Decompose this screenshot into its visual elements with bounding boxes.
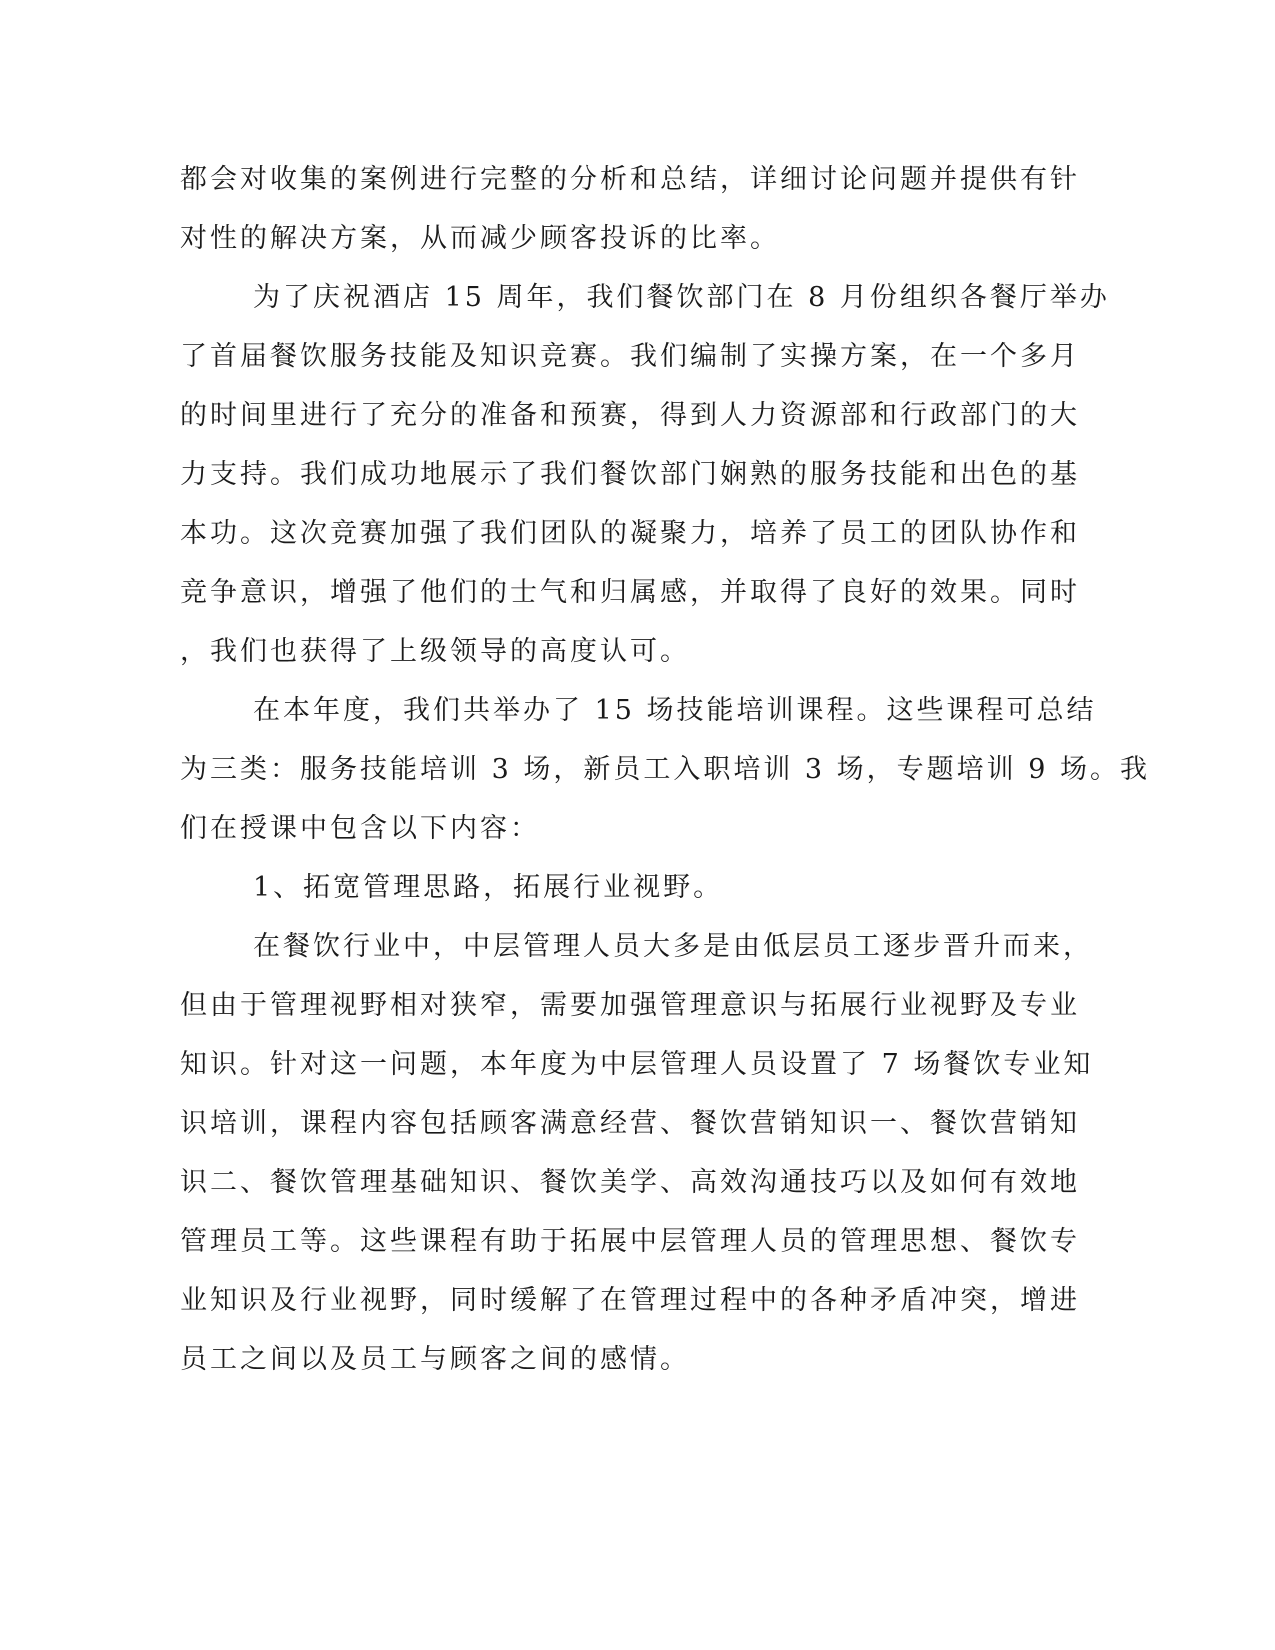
text-line: 力支持。我们成功地展示了我们餐饮部门娴熟的服务技能和出色的基 [180,459,1080,490]
text-line: 业知识及行业视野，同时缓解了在管理过程中的各种矛盾冲突，增进 [180,1285,1080,1316]
text-line: 了首届餐饮服务技能及知识竞赛。我们编制了实操方案，在一个多月 [180,341,1080,372]
text-line: 为了庆祝酒店 15 周年，我们餐饮部门在 8 月份组织各餐厅举办 [253,282,1110,313]
document-body [180,150,1151,1389]
text-line: 在本年度，我们共举办了 15 场技能培训课程。这些课程可总结 [253,695,1097,726]
text-line: 本功。这次竞赛加强了我们团队的凝聚力，培养了员工的团队协作和 [180,518,1080,549]
text-line: 竞争意识，增强了他们的士气和归属感，并取得了良好的效果。同时 [180,577,1080,608]
text-line: 都会对收集的案例进行完整的分析和总结，详细讨论问题并提供有针 [180,164,1080,195]
text-line: 识二、餐饮管理基础知识、餐饮美学、高效沟通技巧以及如何有效地 [180,1167,1080,1198]
text-line: 为三类：服务技能培训 3 场，新员工入职培训 3 场，专题培训 9 场。我 [180,754,1151,785]
text-line: 但由于管理视野相对狭窄，需要加强管理意识与拓展行业视野及专业 [180,990,1080,1021]
text-line: ，我们也获得了上级领导的高度认可。 [180,636,690,667]
text-line: 员工之间以及员工与顾客之间的感情。 [180,1344,690,1375]
list-heading: 1、拓宽管理思路，拓展行业视野。 [253,872,724,903]
text-line: 识培训，课程内容包括顾客满意经营、餐饮营销知识一、餐饮营销知 [180,1108,1080,1139]
text-line: 们在授课中包含以下内容： [180,813,540,844]
text-line: 管理员工等。这些课程有助于拓展中层管理人员的管理思想、餐饮专 [180,1226,1080,1257]
text-line: 知识。针对这一问题，本年度为中层管理人员设置了 7 场餐饮专业知 [180,1049,1094,1080]
text-line: 在餐饮行业中，中层管理人员大多是由低层员工逐步晋升而来， [253,931,1093,962]
text-line: 对性的解决方案，从而减少顾客投诉的比率。 [180,223,780,254]
text-line: 的时间里进行了充分的准备和预赛，得到人力资源部和行政部门的大 [180,400,1080,431]
